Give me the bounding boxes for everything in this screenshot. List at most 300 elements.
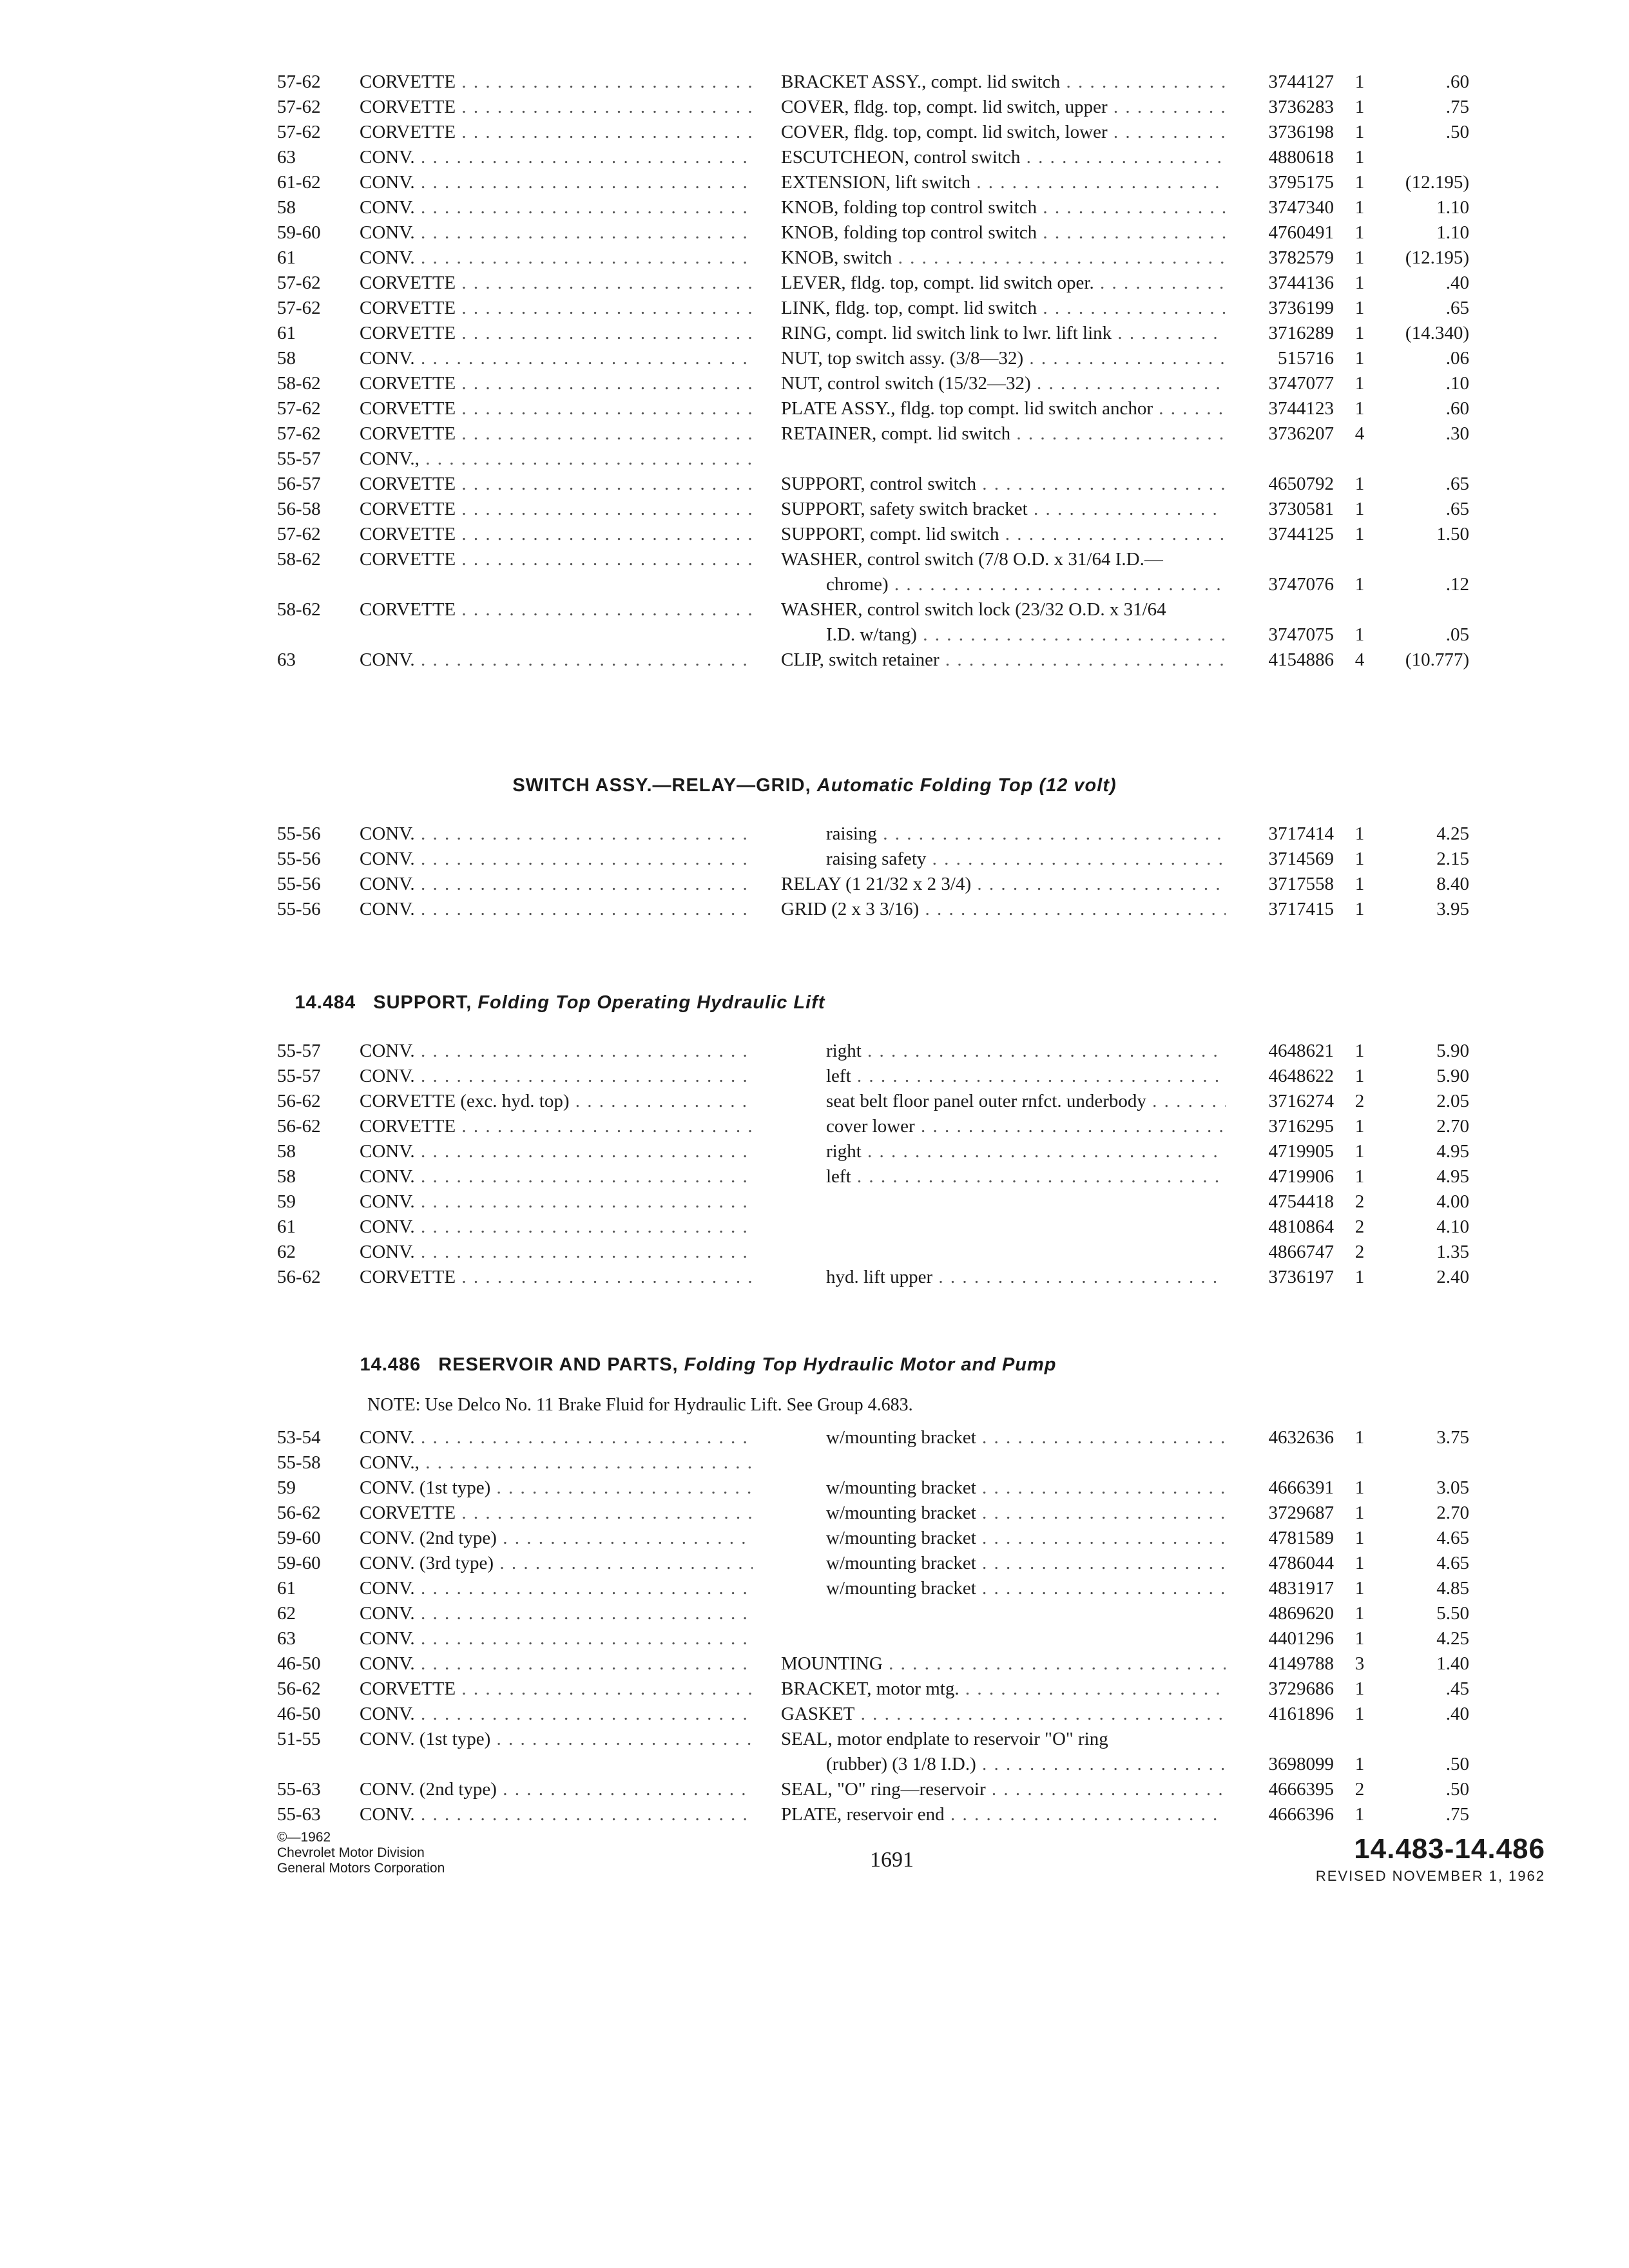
model-cell: CORVETTE . . . [360,271,753,296]
part-number-cell: 4632636 [1268,1427,1334,1448]
price-cell: 2.40 [1436,1267,1469,1287]
table-row [0,1450,1629,1475]
quantity-cell: 1 [1354,1704,1365,1724]
heading-rest: Folding Top Hydraulic Motor and Pump [684,1354,1057,1375]
quantity-cell: 1 [1354,97,1365,117]
years-cell: 57-62 [277,97,321,117]
price-cell: 4.85 [1436,1578,1469,1599]
part-number-cell: 4161896 [1268,1704,1334,1724]
model-cell: CONV. . . . [360,170,753,195]
model-cell: CONV. (1st type) . . . [360,1727,753,1752]
model-cell: CONV. . . . [360,346,753,371]
table-row [0,1240,1629,1265]
price-cell: (12.195) [1405,247,1469,268]
table-row [0,220,1629,245]
quantity-cell: 1 [1354,298,1365,318]
quantity-cell: 1 [1354,1804,1365,1825]
table-row [0,1425,1629,1450]
years-cell: 62 [277,1603,296,1624]
model-cell: CONV. . . . [360,1189,753,1215]
quantity-cell: 1 [1354,1477,1365,1498]
heading-group-number: 14.484 [294,992,356,1013]
description-cell: cover lower . . . [826,1114,1226,1139]
price-cell: 2.15 [1436,849,1469,869]
price-cell: 4.25 [1436,823,1469,844]
quantity-cell: 1 [1354,1427,1365,1448]
part-number-cell: 4154886 [1268,649,1334,670]
table-row [0,1576,1629,1601]
price-cell: 2.70 [1436,1116,1469,1137]
part-number-cell: 3729687 [1268,1503,1334,1523]
years-cell: 58 [277,1141,296,1162]
quantity-cell: 1 [1354,72,1365,92]
part-number-cell: 4786044 [1268,1553,1334,1573]
years-cell: 55-56 [277,874,321,894]
section-reservoir-parts [0,1425,1629,1827]
description-cell: hyd. lift upper . . . [826,1265,1226,1290]
table-row [0,1114,1629,1139]
price-cell: .06 [1445,348,1469,369]
quantity-cell: 2 [1354,1242,1365,1262]
part-number-cell: 4650792 [1268,474,1334,494]
part-number-cell: 3736283 [1268,97,1334,117]
description-cell: left . . . [826,1164,1226,1189]
model-cell: CONV., . . . [360,1450,753,1475]
description-cell: EXTENSION, lift switch . . . [781,170,1226,195]
price-cell: 1.35 [1436,1242,1469,1262]
quantity-cell: 1 [1354,1267,1365,1287]
description-cell: w/mounting bracket . . . [826,1551,1226,1576]
quantity-cell: 1 [1354,273,1365,293]
description-cell: LEVER, fldg. top, compt. lid switch oper. . . . [781,271,1226,296]
years-cell: 57-62 [277,398,321,419]
model-cell: CORVETTE . . . [360,1501,753,1526]
part-number-cell: 4760491 [1268,222,1334,243]
part-number-cell: 3747076 [1268,574,1334,595]
table-row [0,1677,1629,1702]
model-cell: CONV. . . . [360,1064,753,1089]
part-number-cell: 3744136 [1268,273,1334,293]
years-cell: 62 [277,1242,296,1262]
model-cell: CONV. . . . [360,897,753,922]
heading-name: SWITCH ASSY.—RELAY—GRID, [512,775,811,796]
description-cell: I.D. w/tang) . . . [826,622,1226,648]
description-cell: PLATE, reservoir end . . . [781,1802,1226,1827]
table-row [0,822,1629,847]
section-heading-switch-assy [0,775,1629,796]
price-cell: .10 [1445,373,1469,394]
price-cell: .50 [1445,1754,1469,1774]
model-cell: CORVETTE . . . [360,547,753,572]
table-row [0,1089,1629,1114]
description-cell: SUPPORT, safety switch bracket . . . [781,497,1226,522]
division: Chevrolet Motor Division [277,1845,425,1860]
part-number-cell: 4149788 [1268,1653,1334,1674]
price-cell: .65 [1445,298,1469,318]
model-cell: CORVETTE . . . [360,396,753,421]
part-number-cell: 4666395 [1268,1779,1334,1800]
part-number-cell: 3716274 [1268,1091,1334,1111]
years-cell: 58-62 [277,373,321,394]
quantity-cell: 1 [1354,373,1365,394]
quantity-cell: 1 [1354,874,1365,894]
description-cell: SEAL, motor endplate to reservoir "O" ring [781,1729,1108,1749]
table-row [0,572,1629,597]
model-cell: CONV. . . . [360,1802,753,1827]
page-number: 1691 [870,1848,914,1872]
quantity-cell: 1 [1354,899,1365,919]
quantity-cell: 1 [1354,1678,1365,1699]
quantity-cell: 1 [1354,1066,1365,1086]
years-cell: 57-62 [277,72,321,92]
part-number-cell: 3717414 [1268,823,1334,844]
years-cell: 55-57 [277,1041,321,1061]
table-row [0,1526,1629,1551]
years-cell: 55-58 [277,1452,321,1473]
quantity-cell: 1 [1354,197,1365,218]
years-cell: 46-50 [277,1704,321,1724]
price-cell: .05 [1445,624,1469,645]
part-number-cell: 4880618 [1268,147,1334,168]
price-cell: (12.195) [1405,172,1469,193]
table-row [0,1777,1629,1802]
price-cell: 1.10 [1436,222,1469,243]
description-cell: SEAL, "O" ring—reservoir . . . [781,1777,1226,1802]
model-cell: CONV. (2nd type) . . . [360,1777,753,1802]
years-cell: 61 [277,247,296,268]
price-cell: 8.40 [1436,874,1469,894]
description-cell: GRID (2 x 3 3/16) . . . [781,897,1226,922]
part-number-cell: 4648621 [1268,1041,1334,1061]
quantity-cell: 2 [1354,1779,1365,1800]
section-support-hydraulic-lift [0,1039,1629,1290]
table-row [0,245,1629,271]
model-cell: CONV. . . . [360,1240,753,1265]
description-cell: KNOB, folding top control switch . . . [781,220,1226,245]
price-cell: 1.40 [1436,1653,1469,1674]
quantity-cell: 1 [1354,1603,1365,1624]
price-cell: .50 [1445,1779,1469,1800]
model-cell: CORVETTE . . . [360,1677,753,1702]
heading-rest: Folding Top Operating Hydraulic Lift [477,992,825,1013]
quantity-cell: 1 [1354,1553,1365,1573]
table-row [0,170,1629,195]
years-cell: 61 [277,1578,296,1599]
years-cell: 58 [277,1166,296,1187]
model-cell: CORVETTE . . . [360,120,753,145]
description-cell: w/mounting bracket . . . [826,1526,1226,1551]
years-cell: 57-62 [277,423,321,444]
model-cell: CONV. . . . [360,1702,753,1727]
part-number-cell: 4869620 [1268,1603,1334,1624]
quantity-cell: 1 [1354,147,1365,168]
part-number-cell: 3747077 [1268,373,1334,394]
years-cell: 56-58 [277,499,321,519]
table-row [0,70,1629,95]
part-number-cell: 515716 [1278,348,1334,369]
years-cell: 57-62 [277,273,321,293]
part-number-cell: 3716289 [1268,323,1334,343]
section-heading-reservoir [0,1354,1523,1376]
model-cell: CORVETTE . . . [360,1265,753,1290]
table-row [0,622,1629,648]
corporation: General Motors Corporation [277,1861,445,1876]
price-cell: 4.95 [1436,1166,1469,1187]
part-number-cell: 3717415 [1268,899,1334,919]
description-cell: w/mounting bracket . . . [826,1475,1226,1501]
part-number-cell: 3717558 [1268,874,1334,894]
model-cell: CONV. . . . [360,872,753,897]
quantity-cell: 1 [1354,823,1365,844]
years-cell: 56-62 [277,1678,321,1699]
price-cell: 2.70 [1436,1503,1469,1523]
part-number-cell: 3736197 [1268,1267,1334,1287]
years-cell: 46-50 [277,1653,321,1674]
years-cell: 63 [277,1628,296,1649]
model-cell: CONV. . . . [360,1651,753,1677]
price-cell: 4.95 [1436,1141,1469,1162]
description-cell: WASHER, control switch lock (23/32 O.D. x 31/64 [781,599,1166,620]
model-cell: CORVETTE . . . [360,522,753,547]
table-row [0,597,1629,622]
years-cell: 61 [277,323,296,343]
years-cell: 56-62 [277,1091,321,1111]
model-cell: CONV. . . . [360,1626,753,1651]
table-row [0,547,1629,572]
revised-date: REVISED NOVEMBER 1, 1962 [1315,1868,1545,1884]
years-cell: 59-60 [277,1553,321,1573]
quantity-cell: 1 [1354,222,1365,243]
description-cell: SUPPORT, compt. lid switch . . . [781,522,1226,547]
heading-rest: Automatic Folding Top (12 volt) [816,775,1117,796]
table-row [0,396,1629,421]
quantity-cell: 1 [1354,849,1365,869]
part-number-cell: 4648622 [1268,1066,1334,1086]
years-cell: 55-57 [277,1066,321,1086]
table-row [0,1802,1629,1827]
table-row [0,1475,1629,1501]
part-number-cell: 4754418 [1268,1191,1334,1212]
part-number-cell: 3730581 [1268,499,1334,519]
quantity-cell: 1 [1354,172,1365,193]
years-cell: 59 [277,1477,296,1498]
price-cell: 2.05 [1436,1091,1469,1111]
years-cell: 53-54 [277,1427,321,1448]
table-row [0,1189,1629,1215]
table-row [0,648,1629,673]
table-row [0,120,1629,145]
table-row [0,1039,1629,1064]
part-number-cell: 3716295 [1268,1116,1334,1137]
price-cell: 5.90 [1436,1041,1469,1061]
description-cell: right . . . [826,1039,1226,1064]
table-row [0,897,1629,922]
model-cell: CONV. (1st type) . . . [360,1475,753,1501]
price-cell: 5.50 [1436,1603,1469,1624]
description-cell: NUT, control switch (15/32—32) . . . [781,371,1226,396]
description-cell: NUT, top switch assy. (3/8—32) . . . [781,346,1226,371]
quantity-cell: 1 [1354,398,1365,419]
part-number-cell: 3747340 [1268,197,1334,218]
part-number-cell: 4866747 [1268,1242,1334,1262]
price-cell: .60 [1445,398,1469,419]
model-cell: CONV. . . . [360,1601,753,1626]
price-cell: .60 [1445,72,1469,92]
copyright: ©—1962 [277,1830,331,1845]
price-cell: .65 [1445,499,1469,519]
years-cell: 61 [277,1216,296,1237]
price-cell: (10.777) [1405,649,1469,670]
price-cell: .50 [1445,122,1469,142]
description-cell: raising safety . . . [826,847,1226,872]
model-cell: CONV. . . . [360,1139,753,1164]
table-row [0,1501,1629,1526]
part-number-cell: 4401296 [1268,1628,1334,1649]
description-cell: w/mounting bracket . . . [826,1501,1226,1526]
part-number-cell: 4666391 [1268,1477,1334,1498]
model-cell: CONV. . . . [360,648,753,673]
description-cell: WASHER, control switch (7/8 O.D. x 31/64 I.D.— [781,549,1163,570]
description-cell: SUPPORT, control switch . . . [781,472,1226,497]
table-row [0,847,1629,872]
quantity-cell: 1 [1354,1754,1365,1774]
table-row [0,421,1629,447]
model-cell: CONV., . . . [360,447,753,472]
quantity-cell: 1 [1354,323,1365,343]
description-cell: GASKET . . . [781,1702,1226,1727]
years-cell: 57-62 [277,524,321,544]
part-number-cell: 3698099 [1268,1754,1334,1774]
part-number-cell: 4831917 [1268,1578,1334,1599]
table-row [0,872,1629,897]
table-row [0,1702,1629,1727]
model-cell: CONV. . . . [360,1425,753,1450]
footer-publisher [277,1830,445,1876]
price-cell: (14.340) [1405,323,1469,343]
years-cell: 57-62 [277,122,321,142]
table-row [0,1551,1629,1576]
description-cell: LINK, fldg. top, compt. lid switch . . . [781,296,1226,321]
part-number-cell: 3736199 [1268,298,1334,318]
quantity-cell: 2 [1354,1216,1365,1237]
description-cell: COVER, fldg. top, compt. lid switch, upper . . . [781,95,1226,120]
model-cell: CORVETTE . . . [360,497,753,522]
quantity-cell: 1 [1354,499,1365,519]
part-number-cell: 3736198 [1268,122,1334,142]
price-cell: 4.10 [1436,1216,1469,1237]
model-cell: CONV. . . . [360,1039,753,1064]
part-number-cell: 3744125 [1268,524,1334,544]
years-cell: 56-57 [277,474,321,494]
model-cell: CONV. . . . [360,1164,753,1189]
price-cell: .30 [1445,423,1469,444]
model-cell: CORVETTE . . . [360,421,753,447]
description-cell: left . . . [826,1064,1226,1089]
price-cell: .75 [1445,1804,1469,1825]
table-row [0,497,1629,522]
price-cell: 4.00 [1436,1191,1469,1212]
years-cell: 59-60 [277,222,321,243]
part-number-cell: 4719906 [1268,1166,1334,1187]
years-cell: 55-56 [277,899,321,919]
quantity-cell: 1 [1354,1166,1365,1187]
years-cell: 58-62 [277,599,321,620]
quantity-cell: 1 [1354,1578,1365,1599]
table-row [0,1626,1629,1651]
table-row [0,1164,1629,1189]
description-cell: BRACKET, motor mtg. . . . [781,1677,1226,1702]
part-number-cell: 3736207 [1268,423,1334,444]
model-cell: CORVETTE . . . [360,95,753,120]
description-cell: KNOB, folding top control switch . . . [781,195,1226,220]
table-row [0,447,1629,472]
price-cell: 4.25 [1436,1628,1469,1649]
description-cell: seat belt floor panel outer rnfct. underbody . . . [826,1089,1226,1114]
table-row [0,145,1629,170]
part-number-cell: 3744123 [1268,398,1334,419]
years-cell: 61-62 [277,172,321,193]
table-row [0,371,1629,396]
description-cell: COVER, fldg. top, compt. lid switch, lower . . . [781,120,1226,145]
years-cell: 58 [277,197,296,218]
table-row [0,472,1629,497]
quantity-cell: 4 [1354,649,1365,670]
description-cell: (rubber) (3 1/8 I.D.) . . . [826,1752,1226,1777]
years-cell: 56-62 [277,1267,321,1287]
table-row [0,522,1629,547]
price-cell: .75 [1445,97,1469,117]
heading-name: RESERVOIR AND PARTS, [438,1354,679,1375]
table-row [0,1139,1629,1164]
quantity-cell: 1 [1354,1628,1365,1649]
quantity-cell: 2 [1354,1091,1365,1111]
quantity-cell: 4 [1354,423,1365,444]
years-cell: 56-62 [277,1503,321,1523]
quantity-cell: 1 [1354,474,1365,494]
group-range: 14.483-14.486 [1354,1833,1545,1865]
description-cell: chrome) . . . [826,572,1226,597]
price-cell: 3.95 [1436,899,1469,919]
part-number-cell: 3782579 [1268,247,1334,268]
table-row [0,1752,1629,1777]
part-number-cell: 4810864 [1268,1216,1334,1237]
model-cell: CORVETTE . . . [360,597,753,622]
section-switch-parts [0,70,1629,673]
quantity-cell: 1 [1354,1141,1365,1162]
quantity-cell: 1 [1354,1041,1365,1061]
part-number-cell: 4719905 [1268,1141,1334,1162]
part-number-cell: 3714569 [1268,849,1334,869]
model-cell: CONV. (2nd type) . . . [360,1526,753,1551]
quantity-cell: 1 [1354,624,1365,645]
price-cell: 3.05 [1436,1477,1469,1498]
quantity-cell: 1 [1354,122,1365,142]
part-number-cell: 3747075 [1268,624,1334,645]
description-cell: RELAY (1 21/32 x 2 3/4) . . . [781,872,1226,897]
part-number-cell: 3795175 [1268,172,1334,193]
description-cell: CLIP, switch retainer . . . [781,648,1226,673]
description-cell: w/mounting bracket . . . [826,1576,1226,1601]
years-cell: 55-63 [277,1804,321,1825]
quantity-cell: 1 [1354,524,1365,544]
table-row [0,1215,1629,1240]
table-row [0,1651,1629,1677]
price-cell: 5.90 [1436,1066,1469,1086]
description-cell: w/mounting bracket . . . [826,1425,1226,1450]
model-cell: CONV. (3rd type) . . . [360,1551,753,1576]
model-cell: CORVETTE . . . [360,296,753,321]
years-cell: 63 [277,147,296,168]
